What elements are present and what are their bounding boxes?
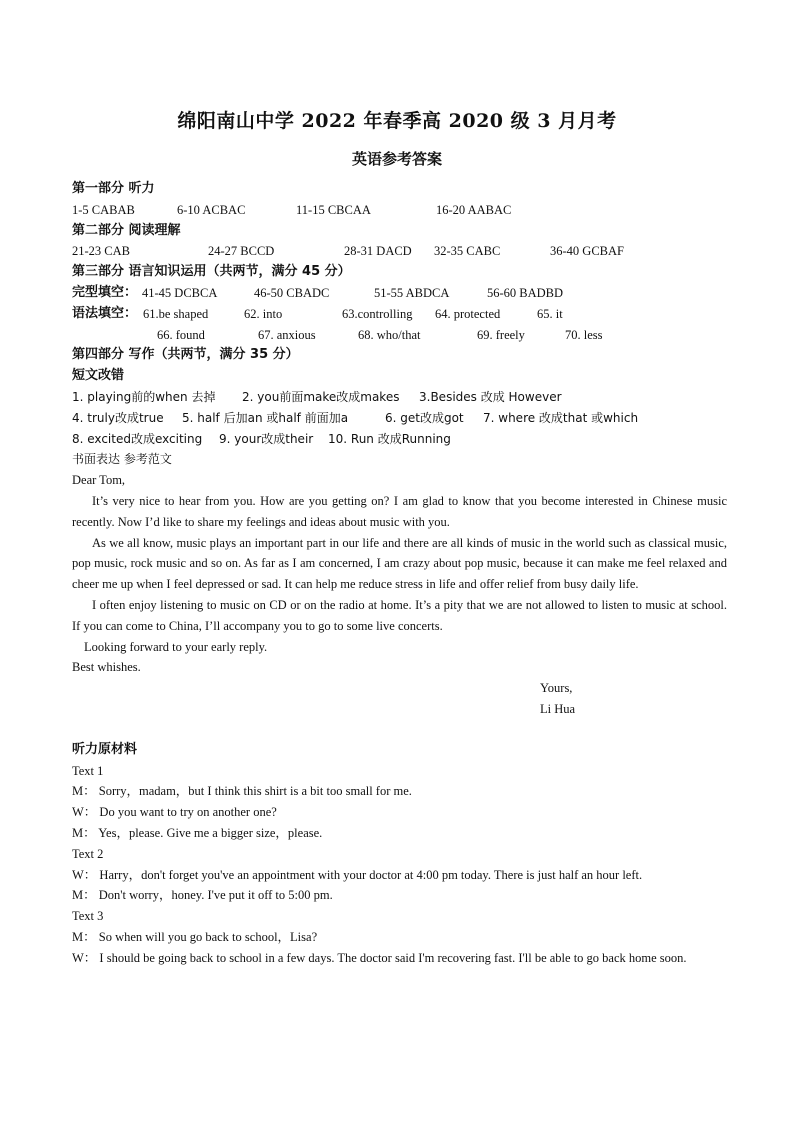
correction-item: 8. excited改成exciting — [72, 431, 203, 446]
text-label: Text 3 — [72, 909, 104, 924]
corrections-row2 — [72, 408, 727, 429]
answer-item: 65. it — [537, 306, 563, 321]
answer-item: 68. who/that — [358, 327, 421, 342]
signature-name: Li Hua — [540, 701, 576, 716]
answer-group: 1-5 CABAB — [72, 202, 135, 217]
correction-item: 10. Run 改成Running — [328, 431, 451, 446]
correction-item: 5. half 后加an 或half 前面加a — [182, 410, 349, 425]
corrections-row3 — [72, 429, 727, 450]
text-label: Text 2 — [72, 846, 104, 861]
correction-heading: 短文改错 — [72, 368, 125, 384]
answer-item: 67. anxious — [258, 327, 316, 342]
page-subtitle: 英语参考答案 — [351, 150, 442, 168]
answer-group: 36-40 GCBAF — [550, 244, 624, 259]
dialogue-line: M： Don't worry，honey. I've put it off to 5:00 pm. — [72, 888, 333, 903]
correction-item: 1. playing前的when 去掉 — [72, 389, 216, 404]
answer-group: 51-55 ABDCA — [374, 285, 450, 300]
dialogue-line: M： Sorry，madam，but I think this shirt is a bit too small for me. — [72, 784, 412, 799]
part2-answers — [72, 241, 727, 262]
essay-paragraph: It’s very nice to hear from you. How are you getting on? I am glad to know that you become interested in Chinese music recently. Now I’d like to share my feelings and ideas about music with you. — [72, 493, 727, 529]
correction-item: 7. where 改成that 或which — [483, 410, 639, 425]
answer-item: 69. freely — [477, 327, 525, 342]
correction-item: 6. get改成got — [385, 410, 464, 425]
answer-item: 70. less — [565, 327, 603, 342]
essay-greeting: Dear Tom, — [72, 473, 126, 488]
grammar-answers-row1 — [72, 304, 727, 325]
essay-closing-line: Looking forward to your early reply. — [84, 639, 268, 654]
answer-group: 28-31 DACD — [344, 244, 412, 259]
dialogue-line: M： So when will you go back to school，Lisa? — [72, 929, 318, 944]
grammar-label: 语法填空： — [72, 305, 138, 321]
part1-answers — [72, 200, 727, 221]
essay-heading: 书面表达 参考范文 — [72, 452, 172, 467]
answer-group: 16-20 AABAC — [436, 202, 512, 217]
part2-heading: 第二部分 阅读理解 — [72, 222, 181, 238]
dialogue-line: M： Yes，please. Give me a bigger size，please. — [72, 825, 323, 840]
essay-signature — [72, 699, 727, 720]
answer-item: 61.be shaped — [143, 306, 209, 321]
answer-item: 64. protected — [435, 306, 501, 321]
answer-content — [72, 179, 727, 968]
dialogue-line: W： Do you want to try on another one? — [72, 805, 277, 820]
correction-item: 9. your改成their — [219, 431, 314, 446]
part4-heading: 第四部分 写作（共两节，满分 35 分） — [72, 347, 299, 363]
yours-text: Yours, — [540, 681, 573, 696]
essay-yours — [72, 678, 727, 699]
answer-item: 62. into — [244, 306, 283, 321]
answer-group: 21-23 CAB — [72, 244, 130, 259]
part1-heading: 第一部分 听力 — [72, 181, 155, 196]
dialogue-line: W： Harry，don't forget you've an appointment with your doctor at 4:00 pm today. There is just half an hour left. — [72, 867, 643, 882]
part3-heading: 第三部分 语言知识运用（共两节，满分 45 分） — [72, 264, 351, 280]
answer-group: 11-15 CBCAA — [296, 202, 371, 217]
answer-group: 24-27 BCCD — [208, 244, 275, 259]
answer-group: 46-50 CBADC — [254, 285, 330, 300]
correction-item: 2. you前面make改成makes — [242, 389, 400, 404]
cloze-answers — [72, 283, 727, 304]
essay-sign-off: Best whishes. — [72, 660, 141, 675]
dialogue-line: W： I should be going back to school in a few days. The doctor said I'm recovering fast. I'll be able to go back home soon. — [72, 950, 687, 965]
essay-paragraph: I often enjoy listening to music on CD or on the radio at home. It’s a pity that we are not allowed to listen to music at school. If you can come to China, I’ll accompany you to go to some live concerts. — [72, 597, 727, 633]
listening-heading: 听力原材料 — [72, 741, 138, 757]
essay-paragraph: As we all know, music plays an important part in our life and there are all kinds of music in the world such as classical music, pop music, rock music and so on. As far as I am concerned, I am crazy about pop music, because it can make me feel relaxed and cheer me up when I feel depressed or sad. It can help me reduce stress in life and offer relief from busy daily life. — [72, 535, 727, 592]
answer-group: 56-60 BADBD — [487, 285, 564, 300]
grammar-answers-row2 — [72, 325, 727, 346]
section-gap — [72, 720, 727, 740]
answer-group: 6-10 ACBAC — [177, 202, 246, 217]
page-title: 绵阳南山中学 2022 年春季高 2020 级 3 月月考 — [177, 110, 617, 132]
correction-item: 4. truly改成true — [72, 410, 164, 425]
corrections-row1 — [72, 387, 727, 408]
answer-item: 63.controlling — [342, 306, 413, 321]
cloze-label: 完型填空： — [72, 284, 138, 300]
answer-group: 32-35 CABC — [434, 244, 501, 259]
answer-group: 41-45 DCBCA — [142, 285, 218, 300]
answer-item: 66. found — [157, 327, 205, 342]
correction-item: 3.Besides 改成 However — [419, 389, 562, 404]
text-label: Text 1 — [72, 763, 104, 778]
